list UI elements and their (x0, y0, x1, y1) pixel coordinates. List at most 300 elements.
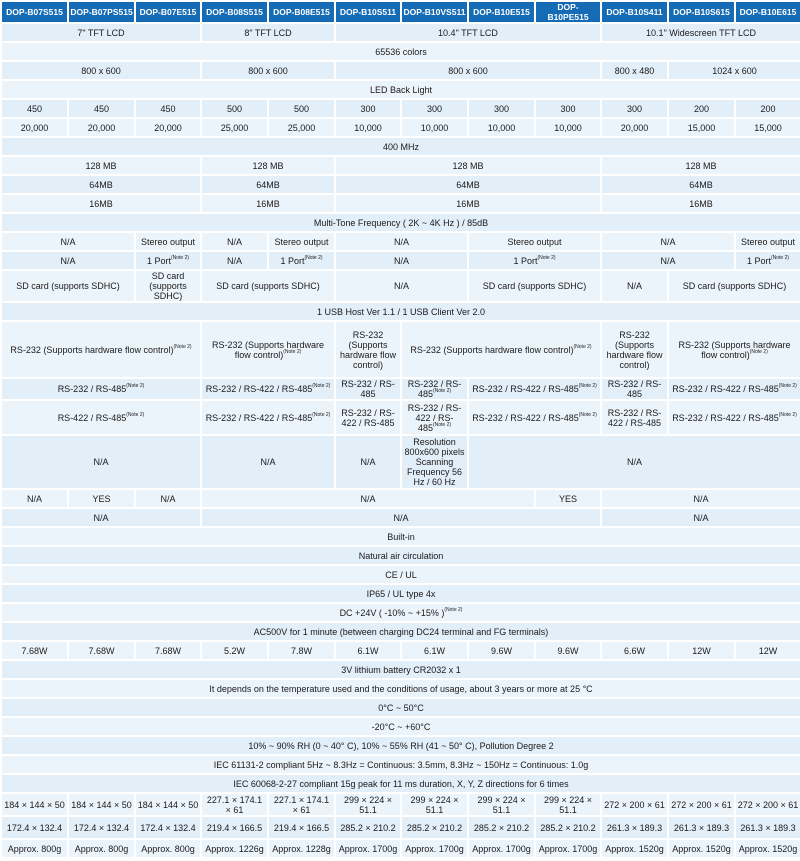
spec-value: N/A (360, 457, 376, 467)
spec-value: 10,000 (554, 122, 582, 133)
spec-row (2, 303, 800, 320)
spec-cell (402, 100, 467, 117)
spec-value: 500 (293, 103, 310, 114)
spec-cell (469, 817, 534, 838)
spec-row (2, 119, 800, 136)
spec-cell (136, 271, 200, 301)
spec-cell (602, 119, 667, 136)
spec-value: 7.8W (290, 645, 312, 656)
spec-cell (269, 642, 334, 659)
spec-value: 7.68W (88, 645, 115, 656)
note-ref: (Note 2) (304, 254, 323, 261)
spec-cell (2, 176, 200, 193)
spec-value: 261.3 × 189.3 (673, 822, 730, 833)
note-ref: (Note 2) (778, 383, 797, 389)
spec-row (2, 661, 800, 678)
spec-cell (202, 195, 334, 212)
spec-cell (269, 817, 334, 838)
spec-cell (602, 24, 800, 41)
note-ref: (Note 2) (126, 383, 145, 389)
spec-cell (336, 322, 400, 377)
spec-cell (336, 379, 400, 399)
note-ref: (Note 2) (444, 606, 463, 613)
spec-cell (536, 490, 600, 507)
spec-cell (602, 840, 667, 857)
spec-cell (2, 775, 800, 792)
spec-value: Approx. 1700g (338, 843, 398, 854)
spec-cell (669, 379, 800, 399)
spec-cell (2, 623, 800, 640)
spec-cell (2, 509, 200, 526)
spec-value: 15,000 (687, 122, 716, 133)
spec-row (2, 43, 800, 60)
note-ref: (Note 2) (778, 411, 797, 418)
spec-row (2, 195, 800, 212)
spec-value: 227.1 × 174.1 × 61 (206, 794, 263, 815)
spec-value: 64MB (89, 179, 113, 190)
spec-row (2, 528, 800, 545)
spec-value: RS-232 (Supports hardware flow control) (339, 329, 397, 370)
spec-value: 25,000 (287, 122, 316, 133)
spec-cell (602, 233, 734, 250)
spec-cell (69, 840, 134, 857)
spec-cell (202, 100, 267, 117)
spec-value: 299 × 224 × 51.1 (410, 794, 459, 815)
spec-value: 9.6W (557, 645, 579, 656)
spec-value: 200 (693, 103, 710, 114)
spec-cell (2, 43, 800, 60)
spec-cell (736, 119, 800, 136)
spec-cell (202, 401, 334, 434)
spec-value: Approx. 1700g (405, 843, 464, 854)
spec-value: 10,000 (487, 122, 516, 133)
spec-value: 7" TFT LCD (77, 27, 125, 38)
spec-value: N/A (26, 493, 42, 504)
spec-value: RS-232 / RS-485 (607, 379, 662, 399)
spec-cell (336, 642, 400, 659)
spec-cell (602, 509, 800, 526)
spec-value: RS-232 (Supports hardware flow control) (606, 329, 663, 370)
spec-value: Stereo output (274, 236, 329, 247)
spec-cell (2, 303, 800, 320)
spec-cell (602, 401, 667, 434)
spec-cell (669, 271, 800, 301)
spec-value: N/A (60, 236, 76, 247)
spec-value: Built-in (387, 531, 415, 542)
spec-value: N/A (160, 493, 176, 504)
spec-value: RS-232 / RS-485 (341, 379, 395, 399)
spec-row (2, 81, 800, 98)
spec-value: YES (558, 493, 577, 504)
spec-cell (469, 436, 800, 488)
spec-cell (2, 119, 67, 136)
spec-cell (536, 100, 600, 117)
spec-cell (136, 490, 200, 507)
spec-value: 219.4 × 166.5 (273, 822, 330, 833)
spec-row (2, 214, 800, 231)
note-ref: (Note 2) (173, 343, 192, 350)
spec-value: SD card (supports SDHC) (482, 281, 587, 291)
spec-value: Approx. 1520g (738, 843, 798, 854)
note-ref: (Note 2) (537, 254, 556, 261)
spec-row (2, 699, 800, 716)
spec-row (2, 490, 800, 507)
spec-value: RS-232 / RS-485 (407, 379, 462, 399)
spec-value: 200 (760, 103, 776, 114)
spec-value: 16MB (689, 198, 713, 209)
spec-cell (469, 840, 534, 857)
spec-cell (2, 604, 800, 621)
spec-value: Approx. 1700g (538, 843, 598, 854)
spec-cell (669, 100, 734, 117)
spec-cell (536, 840, 600, 857)
spec-value: 10.1" Widescreen TFT LCD (646, 27, 756, 38)
spec-cell (202, 24, 334, 41)
spec-value: 300 (493, 103, 510, 114)
spec-value: N/A (93, 512, 109, 523)
spec-value: 500 (226, 103, 243, 114)
spec-cell (602, 195, 800, 212)
spec-cell (402, 322, 600, 377)
spec-cell (669, 401, 800, 434)
spec-value: 261.3 × 189.3 (606, 822, 663, 833)
spec-row (2, 718, 800, 735)
spec-row (2, 379, 800, 399)
spec-cell (2, 157, 200, 174)
spec-cell (336, 100, 400, 117)
spec-cell (69, 817, 134, 838)
spec-value: 450 (26, 103, 43, 114)
spec-cell (2, 840, 67, 857)
spec-cell (202, 176, 334, 193)
spec-value: 285.2 × 210.2 (340, 822, 396, 833)
spec-cell (336, 436, 400, 488)
spec-value: Approx. 1520g (605, 843, 664, 854)
spec-value: N/A (393, 236, 409, 247)
spec-row (2, 176, 800, 193)
spec-row (2, 233, 800, 250)
spec-cell (2, 566, 800, 583)
spec-cell (736, 817, 800, 838)
spec-value: IEC 60068-2-27 compliant 15g peak for 11 ms duration, X, Y, Z directions for 6 times (233, 778, 569, 789)
spec-cell (536, 817, 600, 838)
spec-row (2, 322, 800, 377)
spec-cell (469, 401, 600, 434)
spec-value: Stereo output (507, 236, 562, 247)
spec-value: 1 Port (146, 255, 171, 266)
spec-cell (336, 119, 400, 136)
spec-cell (469, 794, 534, 815)
spec-value: 299 × 224 × 51.1 (543, 794, 593, 815)
spec-value: 20,000 (20, 122, 49, 133)
spec-value: RS-232 (Supports hardware flow control) (410, 344, 574, 355)
spec-value: N/A (93, 457, 109, 467)
spec-value: RS-232 / RS-422 / RS-485 (607, 407, 662, 428)
spec-value: 272 × 200 × 61 (671, 799, 732, 810)
spec-cell (202, 436, 334, 488)
spec-cell (736, 840, 800, 857)
spec-cell (136, 233, 200, 250)
spec-row (2, 436, 800, 488)
spec-value: 227.1 × 174.1 × 61 (273, 794, 330, 815)
spec-value: 300 (626, 103, 643, 114)
spec-value: 400 MHz (382, 141, 419, 152)
spec-cell (202, 322, 334, 377)
spec-value: SD card (supports SDHC) (16, 281, 120, 291)
note-ref: (Note 2) (432, 421, 452, 428)
spec-value: 64MB (256, 179, 280, 190)
spec-cell (2, 401, 200, 434)
spec-value: RS-232 / RS-422 / RS-485 (672, 384, 779, 394)
spec-cell (469, 379, 600, 399)
spec-value: N/A (393, 512, 409, 523)
model-name-header: DOP-B10S411 (602, 2, 667, 22)
spec-value: It depends on the temperature used and the conditions of usage, about 3 years or more at 25 °C (209, 683, 593, 694)
spec-value: Approx. 800g (7, 843, 62, 854)
spec-value: RS-232 / RS-422 / RS-485 (341, 407, 395, 428)
spec-value: RS-232 / RS-422 / RS-485 (472, 412, 579, 423)
spec-row (2, 840, 800, 857)
spec-value: 300 (360, 103, 376, 114)
note-ref: (Note 2) (578, 411, 597, 418)
spec-cell (402, 642, 467, 659)
spec-cell (669, 840, 734, 857)
spec-cell (202, 817, 267, 838)
spec-row (2, 252, 800, 269)
spec-cell (136, 642, 200, 659)
spec-value: 20,000 (87, 122, 116, 133)
spec-cell (602, 62, 667, 79)
spec-cell (2, 214, 800, 231)
spec-value: 1 Port (746, 255, 771, 266)
spec-cell (202, 840, 267, 857)
note-ref: (Note 2) (312, 383, 331, 389)
model-name-header: DOP-B10E515 (469, 2, 534, 22)
spec-row (2, 604, 800, 621)
spec-value: 25,000 (220, 122, 249, 133)
spec-cell (669, 62, 800, 79)
spec-value: RS-232 / RS-422 / RS-485 (407, 402, 462, 433)
spec-value: 261.3 × 189.3 (740, 822, 796, 833)
spec-cell (269, 233, 334, 250)
spec-value: 800 x 600 (248, 65, 288, 76)
spec-value: 1 Port (513, 255, 538, 266)
spec-cell (336, 233, 467, 250)
spec-value: 6.1W (423, 645, 445, 656)
spec-row (2, 271, 800, 301)
spec-cell (669, 119, 734, 136)
spec-cell (202, 252, 267, 269)
spec-cell (602, 322, 667, 377)
spec-value: N/A (260, 457, 276, 467)
spec-value: RS-232 / RS-485 (57, 384, 127, 394)
spec-value: 20,000 (620, 122, 649, 133)
spec-value: IP65 / UL type 4x (366, 588, 436, 599)
spec-value: N/A (60, 255, 76, 266)
model-name-header: DOP-B08E515 (269, 2, 334, 22)
spec-value: N/A (693, 493, 709, 504)
spec-cell (602, 490, 800, 507)
model-name-header: DOP-B10PE515 (536, 2, 600, 22)
spec-cell (69, 642, 134, 659)
note-ref: (Note 2) (573, 343, 592, 350)
spec-row (2, 547, 800, 564)
spec-cell (69, 119, 134, 136)
spec-cell (336, 794, 400, 815)
spec-cell (2, 756, 800, 773)
spec-value: 6.1W (357, 645, 379, 656)
spec-value: DC +24V ( -10% ~ +15% ) (339, 607, 445, 618)
spec-value: N/A (226, 255, 242, 266)
spec-value: 450 (160, 103, 176, 114)
model-header-row (2, 2, 800, 22)
spec-body (2, 24, 800, 857)
spec-cell (736, 233, 800, 250)
spec-value: Natural air circulation (358, 550, 444, 561)
spec-cell (2, 138, 800, 155)
spec-value: 10,000 (420, 122, 449, 133)
spec-value: 16MB (456, 198, 480, 209)
spec-value: RS-232 / RS-422 / RS-485 (205, 384, 313, 394)
spec-value: 64MB (456, 179, 480, 190)
spec-value: 1 Port (280, 255, 305, 266)
spec-value: 12W (758, 645, 778, 656)
spec-cell (269, 840, 334, 857)
spec-cell (402, 817, 467, 838)
spec-cell (136, 252, 200, 269)
spec-value: Approx. 1520g (672, 843, 731, 854)
spec-cell (2, 737, 800, 754)
spec-value: 184 × 144 × 50 (4, 799, 65, 810)
spec-value: -20°C ~ +60°C (371, 721, 431, 732)
spec-value: 128 MB (685, 160, 717, 171)
note-ref: (Note 2) (312, 411, 331, 418)
spec-value: Stereo output (740, 236, 796, 247)
spec-cell (202, 62, 334, 79)
spec-cell (469, 252, 600, 269)
spec-cell (202, 642, 267, 659)
spec-value: 12W (692, 645, 711, 656)
spec-value: RS-232 (Supports hardware flow control) (678, 339, 791, 360)
spec-cell (536, 642, 600, 659)
spec-value: N/A (626, 457, 642, 467)
spec-cell (469, 642, 534, 659)
spec-cell (2, 528, 800, 545)
spec-cell (402, 840, 467, 857)
spec-cell (602, 642, 667, 659)
spec-cell (669, 817, 734, 838)
spec-cell (2, 642, 67, 659)
spec-cell (402, 436, 467, 488)
spec-row (2, 623, 800, 640)
spec-cell (2, 195, 200, 212)
spec-cell (736, 252, 800, 269)
spec-value: 7.68W (154, 645, 181, 656)
spec-value: SD card (supports SDHC) (149, 271, 187, 301)
spec-value: 172.4 × 132.4 (6, 822, 63, 833)
spec-value: Approx. 1226g (205, 843, 264, 854)
spec-value: LED Back Light (369, 84, 433, 95)
note-ref: (Note 2) (578, 383, 597, 389)
spec-value: 285.2 × 210.2 (473, 822, 530, 833)
spec-cell (269, 100, 334, 117)
spec-row (2, 24, 800, 41)
spec-value: 272 × 200 × 61 (604, 799, 665, 810)
spec-cell (2, 490, 67, 507)
spec-value: 10% ~ 90% RH (0 ~ 40° C), 10% ~ 55% RH (41 ~ 50° C), Pollution Degree 2 (248, 740, 554, 751)
spec-cell (2, 661, 800, 678)
model-name-header: DOP-B08S515 (202, 2, 267, 22)
spec-cell (2, 817, 67, 838)
spec-cell (2, 680, 800, 697)
spec-cell (202, 233, 267, 250)
model-name-header: DOP-B10S615 (669, 2, 734, 22)
spec-value: 15,000 (754, 122, 782, 133)
spec-value: Stereo output (140, 236, 196, 247)
note-ref: (Note 2) (432, 388, 452, 394)
spec-row (2, 775, 800, 792)
spec-row (2, 100, 800, 117)
spec-row (2, 737, 800, 754)
spec-cell (336, 817, 400, 838)
spec-cell (536, 119, 600, 136)
spec-value: 1 USB Host Ver 1.1 / 1 USB Client Ver 2.0 (316, 306, 486, 317)
spec-cell (2, 271, 134, 301)
spec-value: CE / UL (385, 569, 417, 580)
spec-cell (202, 490, 534, 507)
spec-value: 6.6W (623, 645, 645, 656)
spec-cell (336, 62, 600, 79)
spec-row (2, 756, 800, 773)
spec-value: YES (92, 493, 111, 504)
spec-value: 0°C ~ 50°C (378, 702, 424, 713)
spec-value: N/A (360, 493, 376, 504)
spec-cell (136, 100, 200, 117)
spec-cell (336, 195, 600, 212)
spec-cell (2, 233, 134, 250)
spec-cell (736, 642, 800, 659)
spec-value: 7.68W (21, 645, 48, 656)
spec-value: Approx. 800g (141, 843, 195, 854)
spec-value: 272 × 200 × 61 (737, 799, 799, 810)
spec-value: RS-232 / RS-422 / RS-485 (672, 412, 779, 423)
spec-cell (136, 119, 200, 136)
spec-cell (669, 642, 734, 659)
spec-cell (202, 271, 334, 301)
spec-cell (2, 379, 200, 399)
spec-value: 64MB (689, 179, 713, 190)
spec-cell (2, 322, 200, 377)
spec-value: 300 (560, 103, 576, 114)
spec-value: 10,000 (354, 122, 382, 133)
spec-value: IEC 61131-2 compliant 5Hz ~ 8.3Hz = Continuous: 3.5mm, 8.3Hz ~ 150Hz = Continuous: 1.0g (213, 759, 589, 770)
spec-row (2, 566, 800, 583)
spec-value: Resolution 800x600 pixels Scanning Frequency 56 Hz / 60 Hz (404, 437, 465, 487)
spec-cell (136, 794, 200, 815)
model-name-header: DOP-B10E615 (736, 2, 800, 22)
spec-value: 450 (93, 103, 110, 114)
model-name-header: DOP-B07PS515 (69, 2, 134, 22)
spec-value: 172.4 × 132.4 (140, 822, 196, 833)
spec-cell (2, 794, 67, 815)
spec-cell (469, 233, 600, 250)
spec-value: N/A (693, 512, 709, 523)
spec-cell (2, 100, 67, 117)
spec-cell (669, 322, 800, 377)
spec-row (2, 401, 800, 434)
spec-cell (136, 817, 200, 838)
spec-cell (736, 100, 800, 117)
